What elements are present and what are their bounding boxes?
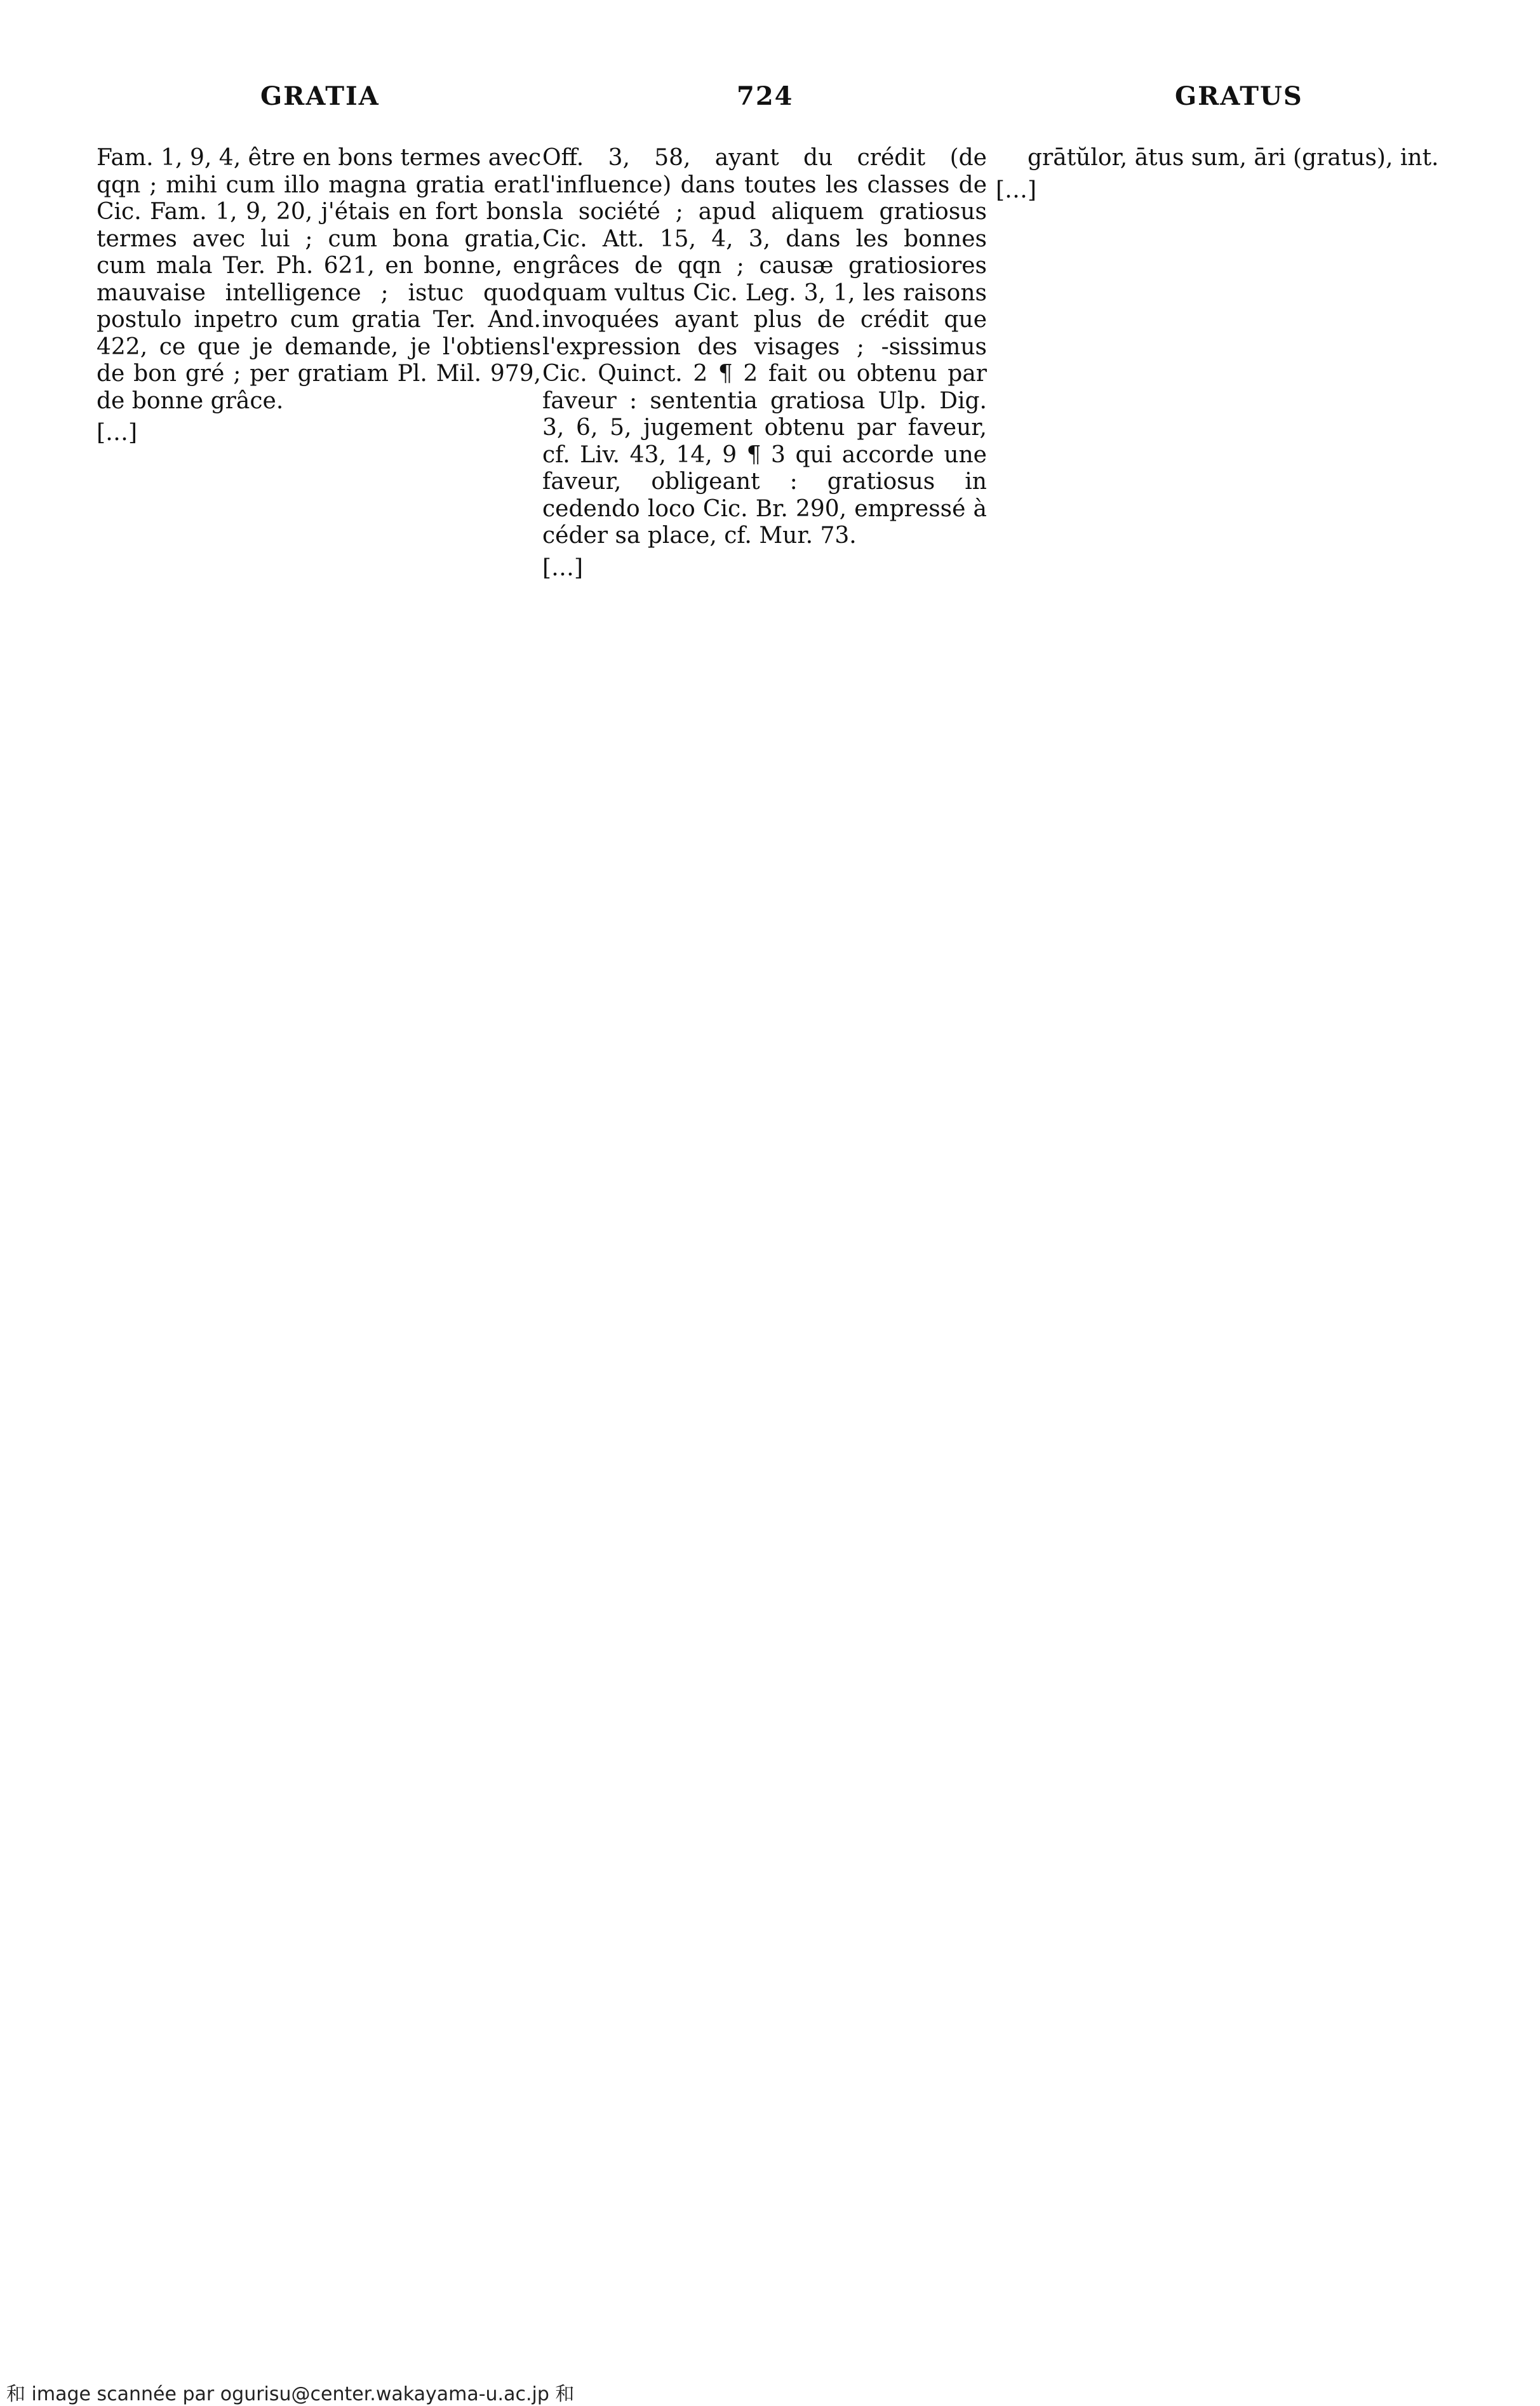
dictionary-entry: grātŭlor, ātus sum, āri (gratus), int. bbox=[1028, 145, 1439, 171]
omitted-text-marker: […] bbox=[542, 554, 584, 581]
dictionary-entry: Fam. 1, 9, 4, être en bons termes avec qqn ; mihi cum illo magna gratia erat Cic. Fam. 1, 9, 20, j'étais en fort bons termes avec lui ; cum bona gratia, cum mala Ter. Ph. 621, en bonne, en mauvaise intelligence ; istuc quod postulo inpetro cum gratia Ter. And. 422, ce que je demande, je l'obtiens de bon gré ; per gratiam Pl. Mil. 979, de bonne grâce. bbox=[97, 145, 541, 414]
omitted-text-marker: […] bbox=[996, 177, 1037, 203]
scan-credit-footer: 和 image scannée par ogurisu@center.wakayama-u.ac.jp 和 bbox=[6, 2383, 575, 2405]
left-running-headword: GRATIA bbox=[260, 81, 380, 111]
dictionary-column-1 bbox=[97, 145, 541, 2323]
dictionary-entry: Off. 3, 58, ayant du crédit (de l'influence) dans toutes les classes de la société ; apud aliquem gratiosus Cic. Att. 15, 4, 3, dans les bonnes grâces de qqn ; causæ gratiosiores quam vultus Cic. Leg. 3, 1, les raisons invoquées ayant plus de crédit que l'expression des visages ; -sissimus Cic. Quinct. 2 ¶ 2 fait ou obtenu par faveur : sententia gratiosa Ulp. Dig. 3, 6, 5, jugement obtenu par faveur, cf. Liv. 43, 14, 9 ¶ 3 qui accorde une faveur, obligeant : gratiosus in cedendo loco Cic. Br. 290, empressé à céder sa place, cf. Mur. 73. bbox=[542, 145, 987, 549]
omitted-text-marker: […] bbox=[97, 420, 138, 446]
dictionary-column-2 bbox=[542, 145, 987, 2323]
page-number: 724 bbox=[737, 81, 794, 111]
page-header bbox=[0, 81, 1540, 132]
dictionary-column-3 bbox=[996, 145, 1440, 2323]
right-running-headword: GRATUS bbox=[1175, 81, 1303, 111]
